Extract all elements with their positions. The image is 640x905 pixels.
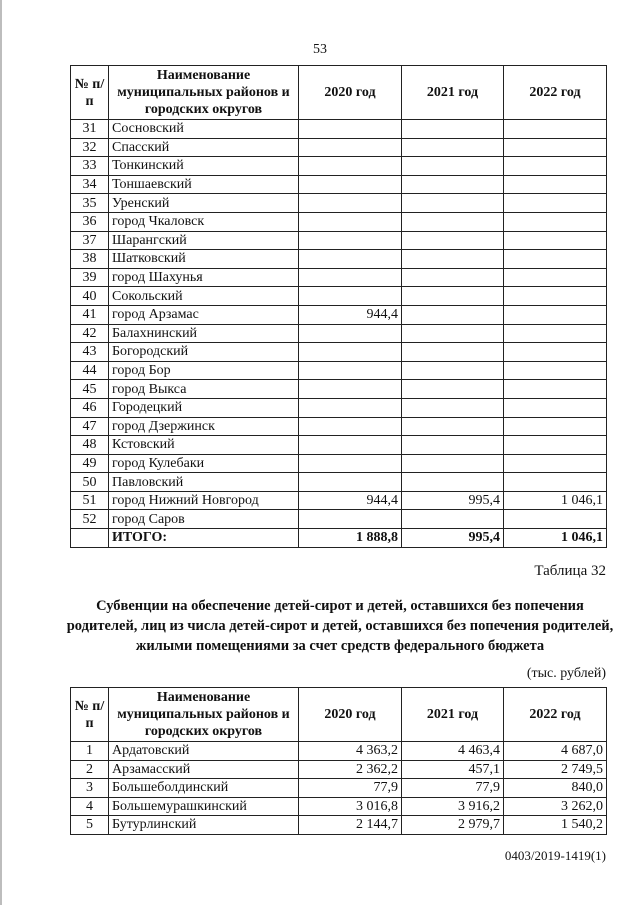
value-2021 bbox=[402, 417, 504, 436]
row-number: 37 bbox=[71, 231, 109, 250]
value-2022 bbox=[504, 380, 607, 399]
table-row bbox=[71, 436, 607, 455]
value-2020 bbox=[299, 287, 402, 306]
table-row bbox=[71, 231, 607, 250]
value-2021 bbox=[402, 361, 504, 380]
table-row bbox=[71, 398, 607, 417]
value-2022 bbox=[504, 157, 607, 176]
col-header-2020: 2020 год bbox=[299, 66, 402, 120]
table-row bbox=[71, 287, 607, 306]
table-row bbox=[71, 417, 607, 436]
table-row bbox=[71, 361, 607, 380]
value-2022 bbox=[504, 212, 607, 231]
value-2022 bbox=[504, 343, 607, 362]
value-2022 bbox=[504, 120, 607, 139]
units-label: (тыс. рублей) bbox=[526, 666, 606, 681]
col-header-2022: 2022 год bbox=[504, 688, 607, 742]
district-name: город Арзамас bbox=[109, 305, 299, 324]
district-name: Ардатовский bbox=[109, 742, 299, 761]
document-code: 0403/2019-1419(1) bbox=[504, 848, 606, 863]
table-row bbox=[71, 120, 607, 139]
row-number: 34 bbox=[71, 175, 109, 194]
value-2020 bbox=[299, 231, 402, 250]
district-name: город Выкса bbox=[109, 380, 299, 399]
value-2021: 2 979,7 bbox=[402, 816, 504, 835]
district-name: Павловский bbox=[109, 473, 299, 492]
value-2022: 840,0 bbox=[504, 779, 607, 798]
table-row bbox=[71, 324, 607, 343]
row-number: 48 bbox=[71, 436, 109, 455]
page-number: 53 bbox=[313, 42, 327, 57]
row-number: 38 bbox=[71, 250, 109, 269]
col-header-2021: 2021 год bbox=[402, 688, 504, 742]
value-2020 bbox=[299, 138, 402, 157]
value-2020 bbox=[299, 361, 402, 380]
value-2021 bbox=[402, 157, 504, 176]
row-number: 46 bbox=[71, 398, 109, 417]
district-name: Шатковский bbox=[109, 250, 299, 269]
value-2020 bbox=[299, 454, 402, 473]
value-2022 bbox=[504, 436, 607, 455]
value-2021 bbox=[402, 398, 504, 417]
row-number: 2 bbox=[71, 760, 109, 779]
value-2021 bbox=[402, 120, 504, 139]
value-2020: 944,4 bbox=[299, 491, 402, 510]
value-2021 bbox=[402, 510, 504, 529]
row-number: 42 bbox=[71, 324, 109, 343]
district-name: Шарангский bbox=[109, 231, 299, 250]
table-orphans-housing bbox=[70, 687, 607, 835]
value-2022 bbox=[504, 454, 607, 473]
row-number: 45 bbox=[71, 380, 109, 399]
value-2020 bbox=[299, 157, 402, 176]
col-header-number: № п/п bbox=[71, 688, 109, 742]
value-2021 bbox=[402, 436, 504, 455]
value-2022 bbox=[504, 510, 607, 529]
value-2020: 3 016,8 bbox=[299, 797, 402, 816]
value-2020 bbox=[299, 175, 402, 194]
value-2022: 1 540,2 bbox=[504, 816, 607, 835]
district-name: Тоншаевский bbox=[109, 175, 299, 194]
table-row bbox=[71, 175, 607, 194]
value-2020 bbox=[299, 250, 402, 269]
table-row bbox=[71, 491, 607, 510]
district-name: Городецкий bbox=[109, 398, 299, 417]
table-row bbox=[71, 454, 607, 473]
district-name: город Саров bbox=[109, 510, 299, 529]
district-name: ИТОГО: bbox=[109, 529, 299, 548]
value-2022: 1 046,1 bbox=[504, 529, 607, 548]
value-2020 bbox=[299, 473, 402, 492]
value-2020 bbox=[299, 343, 402, 362]
district-name: Большеболдинский bbox=[109, 779, 299, 798]
value-2022 bbox=[504, 398, 607, 417]
district-name: город Кулебаки bbox=[109, 454, 299, 473]
row-number: 32 bbox=[71, 138, 109, 157]
total-row bbox=[71, 529, 607, 548]
value-2021: 77,9 bbox=[402, 779, 504, 798]
row-number: 47 bbox=[71, 417, 109, 436]
value-2022: 3 262,0 bbox=[504, 797, 607, 816]
row-number: 36 bbox=[71, 212, 109, 231]
district-name: Кстовский bbox=[109, 436, 299, 455]
row-number: 52 bbox=[71, 510, 109, 529]
row-number: 3 bbox=[71, 779, 109, 798]
value-2020 bbox=[299, 398, 402, 417]
table-label: Таблица 32 bbox=[534, 563, 606, 579]
row-number: 35 bbox=[71, 194, 109, 213]
value-2022 bbox=[504, 194, 607, 213]
value-2021: 3 916,2 bbox=[402, 797, 504, 816]
value-2022 bbox=[504, 231, 607, 250]
scan-edge bbox=[0, 0, 2, 905]
table-body bbox=[71, 742, 607, 835]
value-2021: 995,4 bbox=[402, 529, 504, 548]
table-row bbox=[71, 194, 607, 213]
value-2021: 995,4 bbox=[402, 491, 504, 510]
value-2021 bbox=[402, 268, 504, 287]
value-2022 bbox=[504, 324, 607, 343]
value-2020 bbox=[299, 120, 402, 139]
district-name: город Чкаловск bbox=[109, 212, 299, 231]
col-header-2020: 2020 год bbox=[299, 688, 402, 742]
row-number: 40 bbox=[71, 287, 109, 306]
value-2020 bbox=[299, 380, 402, 399]
value-2021 bbox=[402, 194, 504, 213]
row-number bbox=[71, 529, 109, 548]
value-2021 bbox=[402, 138, 504, 157]
row-number: 50 bbox=[71, 473, 109, 492]
value-2020 bbox=[299, 417, 402, 436]
row-number: 43 bbox=[71, 343, 109, 362]
district-name: Уренский bbox=[109, 194, 299, 213]
row-number: 39 bbox=[71, 268, 109, 287]
value-2021 bbox=[402, 380, 504, 399]
value-2022 bbox=[504, 268, 607, 287]
value-2022 bbox=[504, 417, 607, 436]
value-2022: 4 687,0 bbox=[504, 742, 607, 761]
district-name: Тонкинский bbox=[109, 157, 299, 176]
table-row bbox=[71, 268, 607, 287]
table-row bbox=[71, 380, 607, 399]
row-number: 51 bbox=[71, 491, 109, 510]
table-row bbox=[71, 760, 607, 779]
district-name: город Дзержинск bbox=[109, 417, 299, 436]
value-2021 bbox=[402, 250, 504, 269]
row-number: 33 bbox=[71, 157, 109, 176]
district-name: Спасский bbox=[109, 138, 299, 157]
value-2021: 4 463,4 bbox=[402, 742, 504, 761]
table-row bbox=[71, 816, 607, 835]
value-2022 bbox=[504, 305, 607, 324]
table-row bbox=[71, 138, 607, 157]
row-number: 41 bbox=[71, 305, 109, 324]
col-header-name: Наименование муниципальных районов и городских округов bbox=[109, 66, 299, 120]
value-2020 bbox=[299, 212, 402, 231]
value-2022 bbox=[504, 287, 607, 306]
row-number: 4 bbox=[71, 797, 109, 816]
value-2021 bbox=[402, 287, 504, 306]
value-2022 bbox=[504, 250, 607, 269]
row-number: 5 bbox=[71, 816, 109, 835]
value-2020: 2 144,7 bbox=[299, 816, 402, 835]
value-2021 bbox=[402, 454, 504, 473]
table-districts-continued bbox=[70, 65, 607, 548]
table-row bbox=[71, 510, 607, 529]
value-2021 bbox=[402, 473, 504, 492]
col-header-2022: 2022 год bbox=[504, 66, 607, 120]
table-row bbox=[71, 797, 607, 816]
table-row bbox=[71, 343, 607, 362]
row-number: 49 bbox=[71, 454, 109, 473]
value-2022 bbox=[504, 361, 607, 380]
value-2020: 4 363,2 bbox=[299, 742, 402, 761]
table-row bbox=[71, 779, 607, 798]
value-2020: 77,9 bbox=[299, 779, 402, 798]
value-2020: 2 362,2 bbox=[299, 760, 402, 779]
table-row bbox=[71, 250, 607, 269]
value-2020 bbox=[299, 436, 402, 455]
col-header-name: Наименование муниципальных районов и городских округов bbox=[109, 688, 299, 742]
table-row bbox=[71, 473, 607, 492]
value-2021 bbox=[402, 212, 504, 231]
row-number: 1 bbox=[71, 742, 109, 761]
table-row bbox=[71, 212, 607, 231]
row-number: 44 bbox=[71, 361, 109, 380]
district-name: Большемурашкинский bbox=[109, 797, 299, 816]
value-2020 bbox=[299, 324, 402, 343]
table-row bbox=[71, 742, 607, 761]
value-2022 bbox=[504, 473, 607, 492]
table-title: Субвенции на обеспечение детей-сирот и детей, оставшихся без попечения родителей, лиц из числа детей-сирот и детей, оставшихся без попечения родителей, жилыми помещениями за счет средств федерального бюджета bbox=[66, 598, 614, 654]
district-name: город Бор bbox=[109, 361, 299, 380]
value-2022 bbox=[504, 175, 607, 194]
value-2021 bbox=[402, 343, 504, 362]
district-name: Арзамасский bbox=[109, 760, 299, 779]
value-2022 bbox=[504, 138, 607, 157]
value-2022: 2 749,5 bbox=[504, 760, 607, 779]
value-2021: 457,1 bbox=[402, 760, 504, 779]
value-2020 bbox=[299, 268, 402, 287]
row-number: 31 bbox=[71, 120, 109, 139]
district-name: Богородский bbox=[109, 343, 299, 362]
table-row bbox=[71, 305, 607, 324]
value-2020: 944,4 bbox=[299, 305, 402, 324]
district-name: Бутурлинский bbox=[109, 816, 299, 835]
value-2020 bbox=[299, 194, 402, 213]
col-header-2021: 2021 год bbox=[402, 66, 504, 120]
value-2021 bbox=[402, 175, 504, 194]
value-2020: 1 888,8 bbox=[299, 529, 402, 548]
district-name: город Нижний Новгород bbox=[109, 491, 299, 510]
table-header-row bbox=[71, 66, 607, 120]
col-header-number: № п/п bbox=[71, 66, 109, 120]
value-2021 bbox=[402, 231, 504, 250]
district-name: Сосновский bbox=[109, 120, 299, 139]
table-row bbox=[71, 157, 607, 176]
district-name: город Шахунья bbox=[109, 268, 299, 287]
value-2021 bbox=[402, 324, 504, 343]
district-name: Балахнинский bbox=[109, 324, 299, 343]
district-name: Сокольский bbox=[109, 287, 299, 306]
table-body bbox=[71, 120, 607, 548]
value-2022: 1 046,1 bbox=[504, 491, 607, 510]
table-header-row bbox=[71, 688, 607, 742]
value-2021 bbox=[402, 305, 504, 324]
value-2020 bbox=[299, 510, 402, 529]
